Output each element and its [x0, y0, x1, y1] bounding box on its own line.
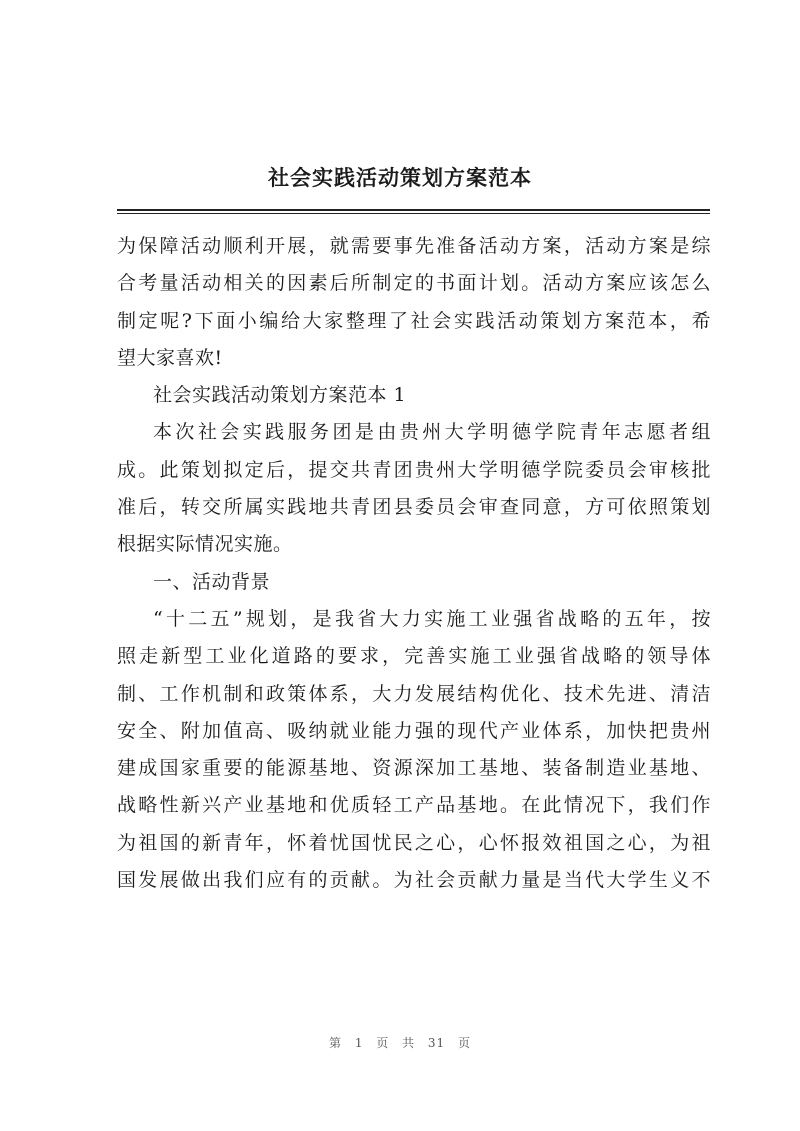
body-line: “十二五”规划，是我省大力实施工业强省战略的五年，按	[153, 607, 711, 630]
document-body	[117, 228, 711, 899]
body-line: 制、工作机制和政策体系，大力发展结构优化、技术先进、清洁	[117, 682, 711, 705]
body-line: 国发展做出我们应有的贡献。为社会贡献力量是当代大学生义不	[117, 869, 711, 892]
title-rule-thin	[117, 213, 710, 214]
body-line: 为祖国的新青年，怀着忧国忧民之心，心怀报效祖国之心，为祖	[117, 831, 711, 854]
section-heading: 一、活动背景	[153, 570, 271, 593]
body-line: 准后，转交所属实践地共青团县委员会审查同意，方可依照策划	[117, 496, 711, 519]
body-line: 根据实际情况实施。	[117, 533, 293, 556]
body-line: 照走新型工业化道路的要求，完善实施工业强省战略的领导体	[117, 645, 711, 668]
title-rule-thick	[117, 209, 710, 211]
body-line: 为保障活动顺利开展，就需要事先准备活动方案，活动方案是综	[117, 235, 711, 257]
section-heading: 社会实践活动策划方案范本 1	[153, 384, 407, 407]
body-line: 建成国家重要的能源基地、资源深加工基地、装备制造业基地、	[117, 757, 711, 780]
body-line: 本次社会实践服务团是由贵州大学明德学院青年志愿者组	[153, 421, 711, 444]
body-line: 战略性新兴产业基地和优质轻工产品基地。在此情况下，我们作	[117, 794, 711, 817]
page-footer: 第 1 页 共 31 页	[329, 1036, 471, 1050]
body-line: 制定呢?下面小编给大家整理了社会实践活动策划方案范本，希	[117, 309, 711, 332]
body-line: 望大家喜欢!	[117, 346, 223, 369]
body-line: 安全、附加值高、吸纳就业能力强的现代产业体系，加快把贵州	[117, 719, 711, 742]
document-title: 社会实践活动策划方案范本	[268, 165, 532, 190]
body-line: 成。此策划拟定后，提交共青团贵州大学明德学院委员会审核批	[117, 458, 711, 481]
body-line: 合考量活动相关的因素后所制定的书面计划。活动方案应该怎么	[117, 272, 711, 295]
